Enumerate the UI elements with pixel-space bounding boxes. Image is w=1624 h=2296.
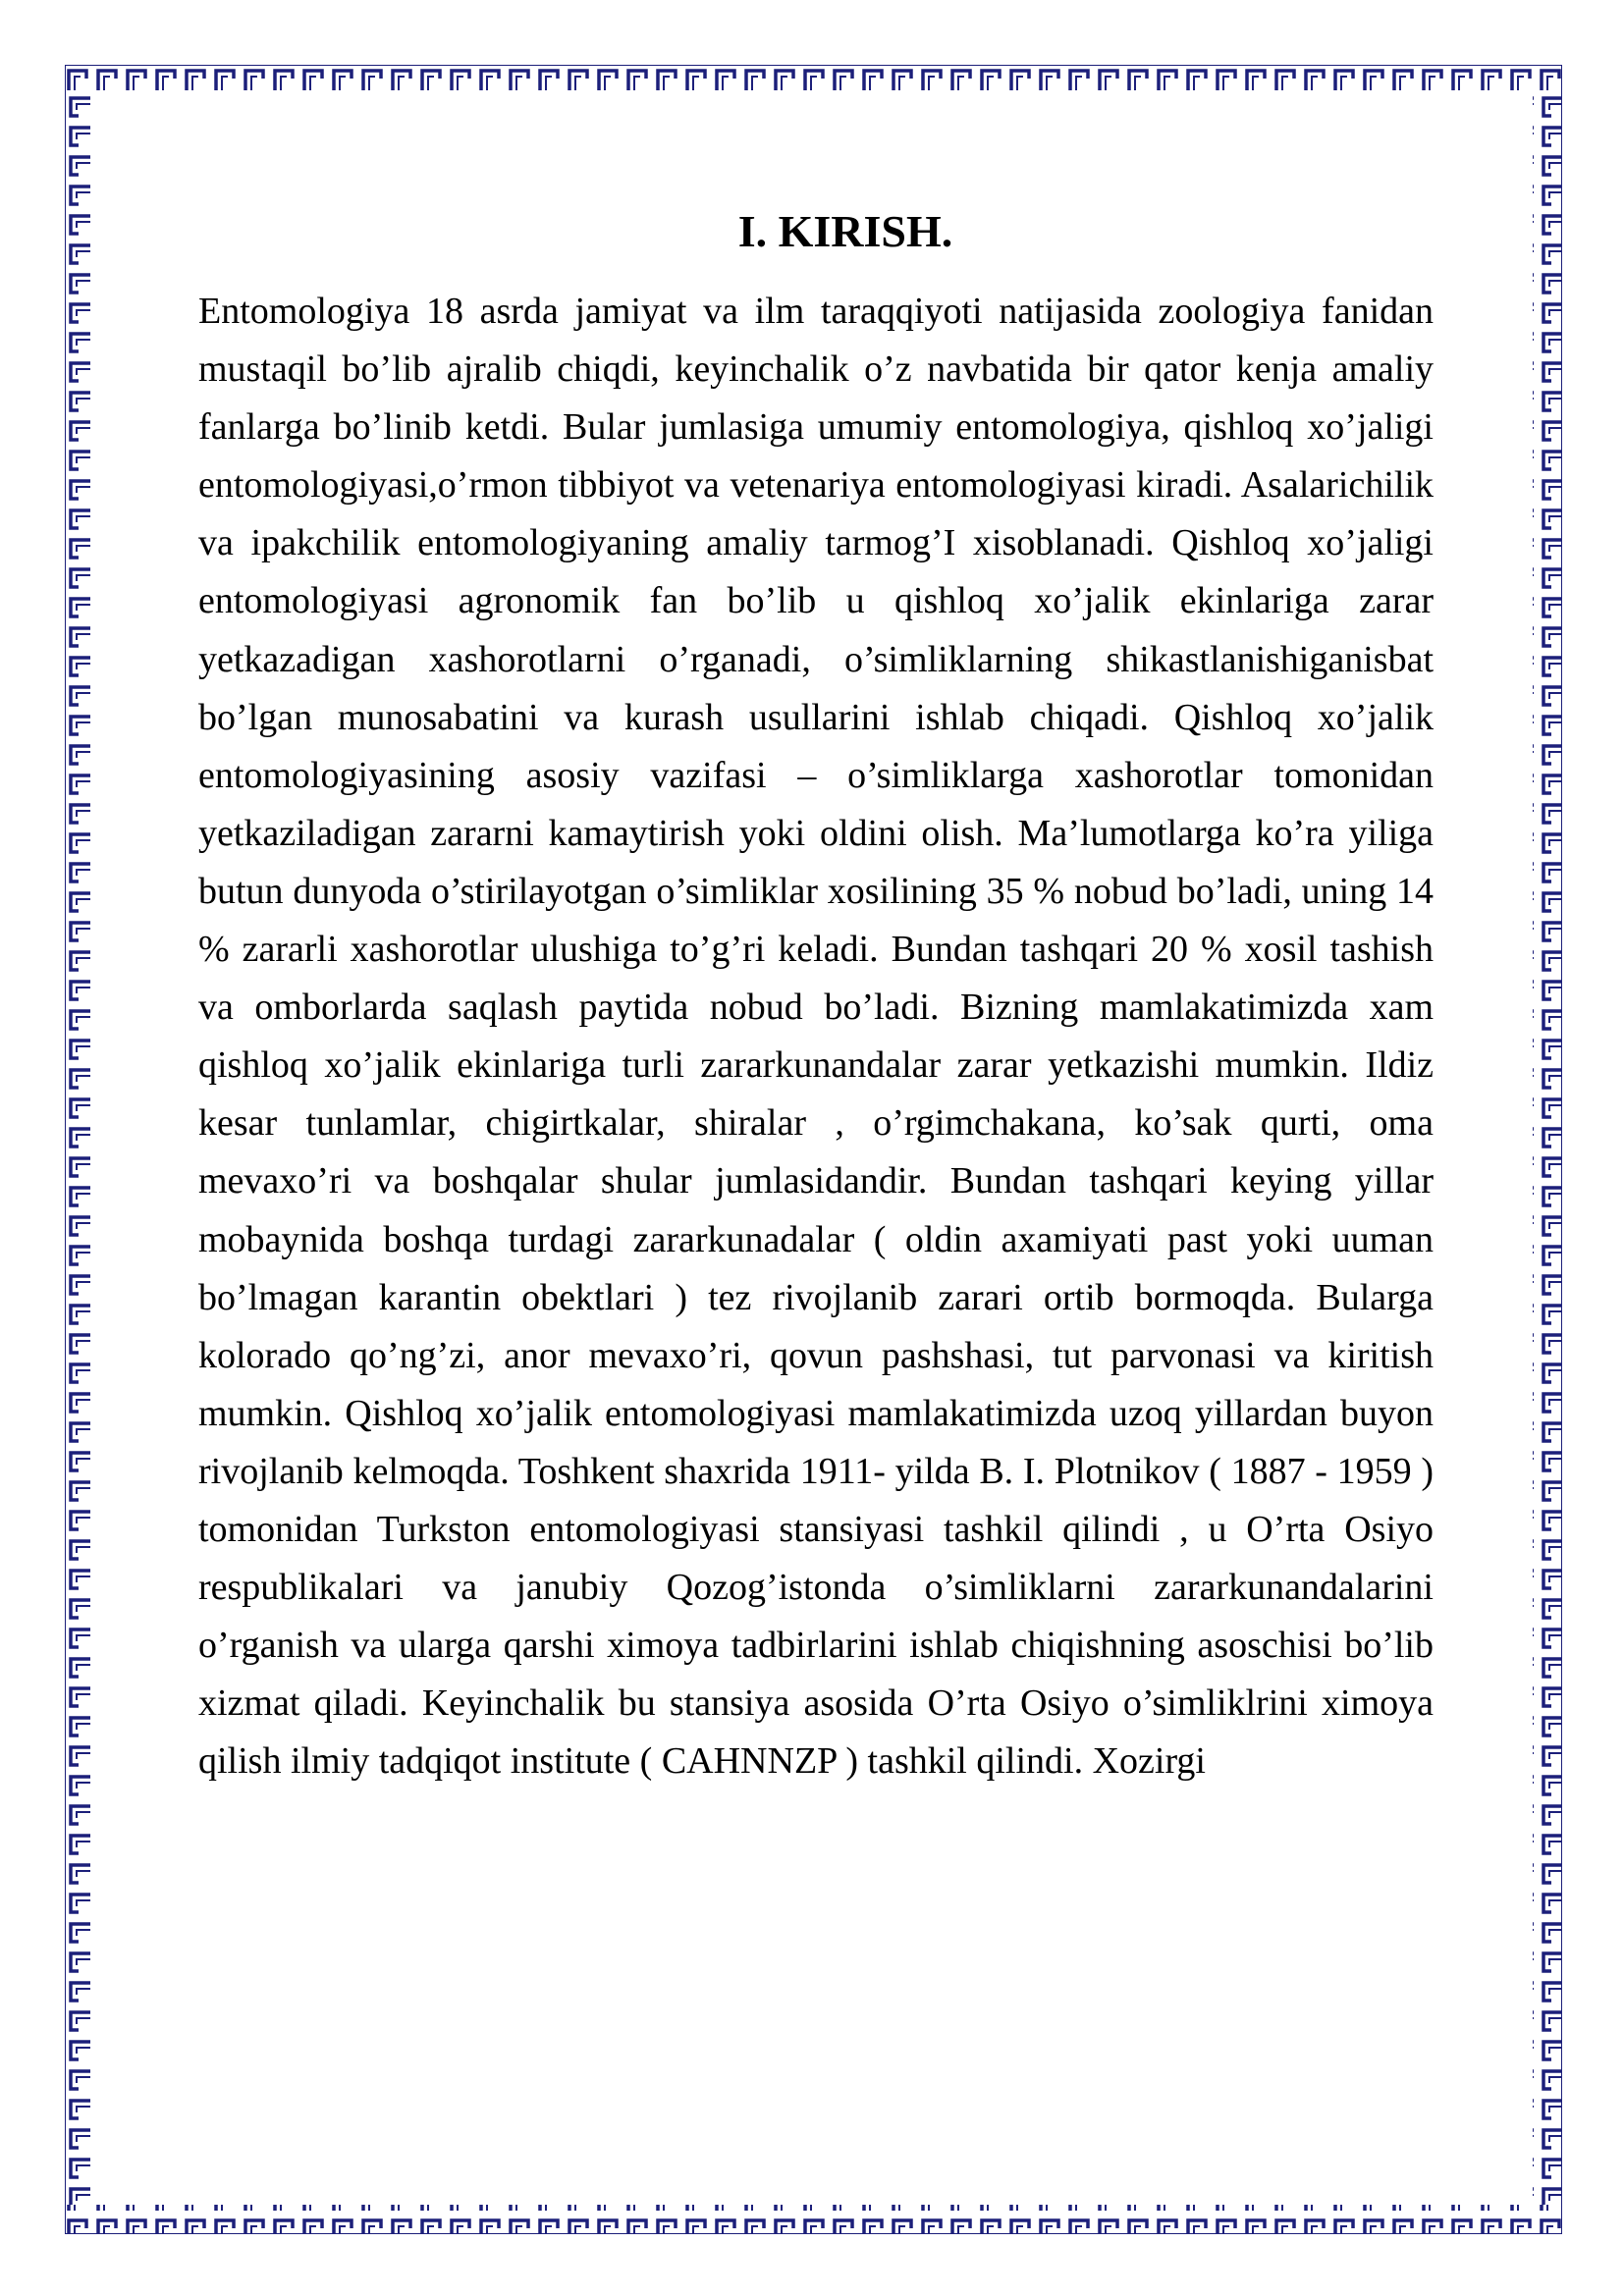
page-content [198,192,1434,1790]
body-paragraph: Entomologiya 18 asrda jamiyat va ilm taraqqiyoti natijasida zoologiya fanidan mustaqil bo’lib ajralib chiqdi, keyinchalik o’z navbatida bir qator kenja amaliy fanlarga bo’linib ketdi. Bular jumlasiga umumiy entomologiya, qishloq xo’jaligi entomologiyasi,o’rmon tibbiyot va vetenariya entomologiyasi kiradi. Asalarichilik va ipakchilik entomologiyaning amaliy tarmog’I xisoblanadi. Qishloq xo’jaligi entomologiyasi agronomik fan bo’lib u qishloq xo’jalik ekinlariga zarar yetkazadigan xashorotlarni o’rganadi, o’simliklarning shikastlanishiganisbat bo’lgan munosabatini va kurash usullarini ishlab chiqadi. Qishloq xo’jalik entomologiyasining asosiy vazifasi – o’simliklarga xashorotlar tomonidan yetkaziladigan zararni kamaytirish yoki oldini olish. Ma’lumotlarga ko’ra yiliga butun dunyoda o’stirilayotgan o’simliklar xosilining 35 % nobud bo’ladi, uning 14 % zararli xashorotlar ulushiga to’g’ri keladi. Bundan tashqari 20 % xosil tashish va omborlarda saqlash paytida nobud bo’ladi. Bizning mamlakatimizda xam qishloq xo’jalik ekinlariga turli zararkunandalar zarar yetkazishi mumkin. Ildiz kesar tunlamlar, chigirtkalar, shiralar , o’rgimchakana, ko’sak qurti, oma mevaxo’ri va boshqalar shular jumlasidandir. Bundan tashqari keying yillar mobaynida boshqa turdagi zararkunadalar ( oldin axamiyati past yoki uuman bo’lmagan karantin obektlari ) tez rivojlanib zarari ortib bormoqda. Bularga kolorado qo’ng’zi, anor mevaxo’ri, qovun pashshasi, tut parvonasi va kiritish mumkin. Qishloq xo’jalik entomologiyasi mamlakatimizda uzoq yillardan buyon rivojlanib kelmoqda. Toshkent shaxrida 1911- yilda B. I. Plotnikov ( 1887 - 1959 ) tomonidan Turkston entomologiyasi stansiyasi tashkil qilindi , u O’rta Osiyo respublikalari va janubiy Qozog’istonda o’simliklarni zararkunandalarini o’rganish va ularga qarshi ximoya tadbirlarini ishlab chiqishning asoschisi bo’lib xizmat qiladi. Keyinchalik bu stansiya asosida O’rta Osiyo o’simliklrini ximoya qilish ilmiy tadqiqot institute ( CAHNNZP ) tashkil qilindi. Xozirgi [198,291,1434,1783]
page-title: I. KIRISH. [737,206,953,256]
